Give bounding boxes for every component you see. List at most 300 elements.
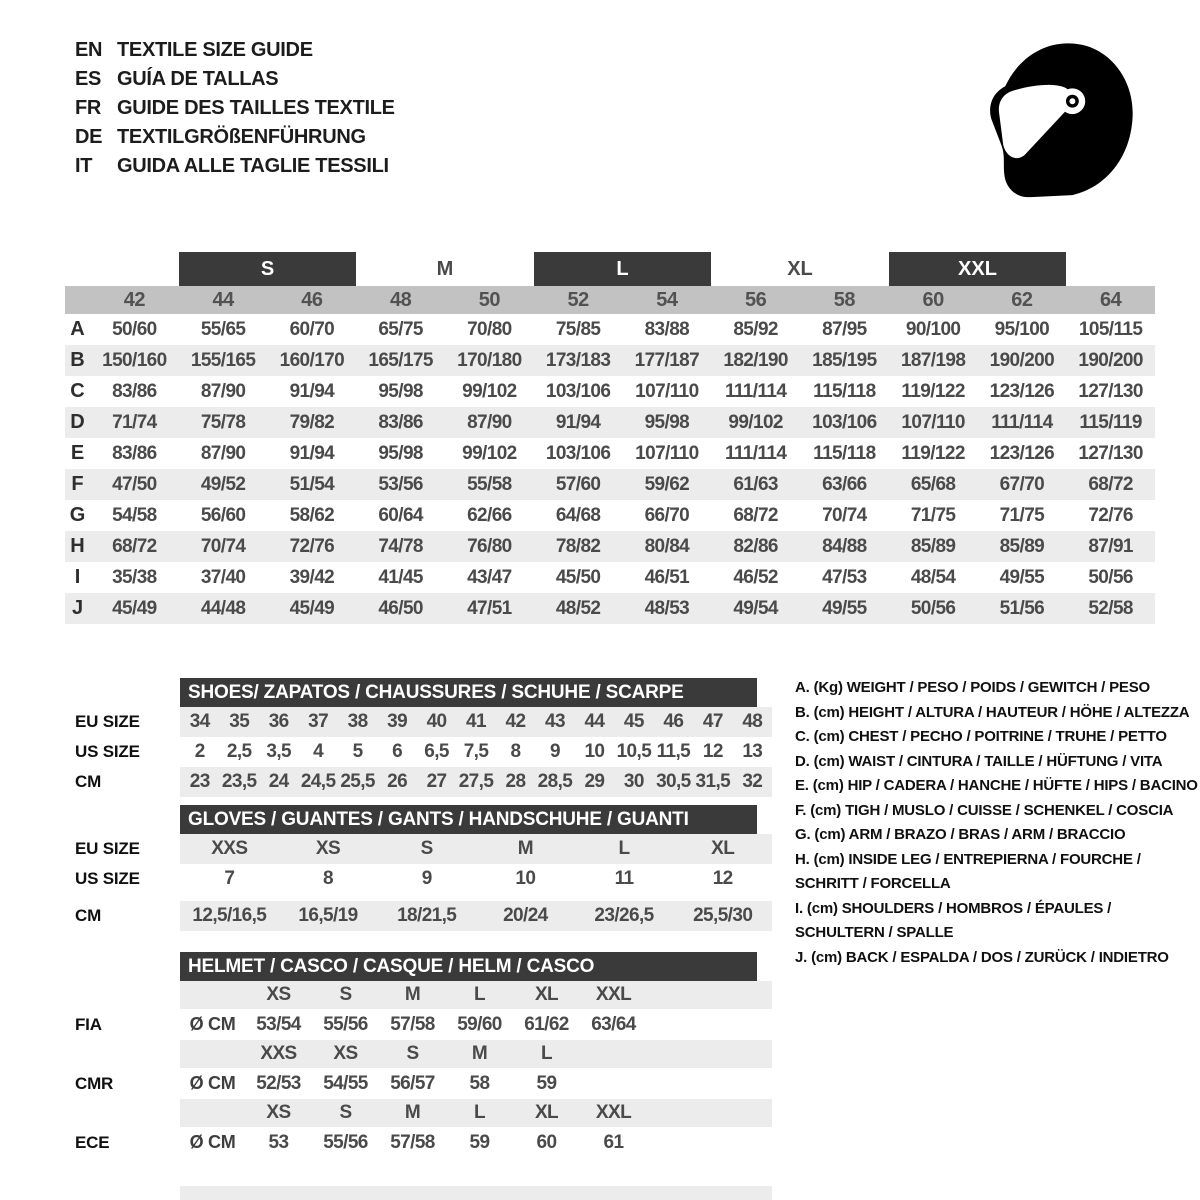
size-cell: 45/49	[289, 597, 335, 619]
size-cell: 64/68	[555, 504, 601, 526]
size-cell: 59/62	[644, 473, 690, 495]
size-cell: 24	[268, 771, 289, 792]
row-label: EU SIZE	[75, 839, 140, 858]
row-letter: D	[70, 411, 85, 433]
language-code: FR	[75, 97, 102, 119]
legend-item	[795, 799, 1195, 824]
size-cell: 185/195	[812, 349, 877, 371]
size-cell: 82/86	[733, 535, 778, 557]
size-cell: 44/48	[200, 597, 246, 619]
cell-strip	[180, 707, 772, 737]
cell-strip	[180, 1099, 772, 1127]
size-cell: 28	[505, 771, 526, 792]
language-title: GUIDA ALLE TAGLIE TESSILI	[117, 155, 389, 177]
size-cell: 56/60	[200, 504, 246, 526]
helmet-value-row	[0, 1009, 1200, 1040]
legend-line: G. (cm) ARM / BRAZO / BRAS / ARM / BRACCIO	[795, 826, 1126, 843]
size-cell: 16,5/19	[298, 905, 358, 926]
size-cell: 85/89	[910, 535, 956, 557]
size-cell: 182/190	[723, 349, 788, 371]
size-cell: L	[540, 1043, 552, 1064]
cell-strip	[180, 767, 772, 797]
size-cell: 49/55	[822, 597, 867, 619]
size-cell: 85/92	[733, 318, 778, 340]
numeric-size-cell: 62	[1011, 288, 1033, 311]
size-cell: 127/130	[1078, 380, 1143, 402]
size-cell: 59	[469, 1131, 490, 1153]
size-cell: 119/122	[901, 442, 965, 464]
size-row	[65, 345, 1155, 376]
textile-rows	[65, 314, 1155, 624]
size-cell: 11	[614, 868, 634, 889]
size-cell: 48/54	[910, 566, 956, 588]
size-row	[65, 500, 1155, 531]
row-letter: J	[71, 597, 84, 619]
numeric-size-cell: 54	[656, 288, 678, 311]
size-cell: 105/115	[1078, 318, 1143, 340]
size-cell: 45/49	[112, 597, 157, 619]
size-cell: 48/53	[644, 597, 690, 619]
size-cell: 18/21,5	[397, 905, 457, 926]
size-cell: 53/54	[256, 1013, 301, 1035]
size-cell: M	[404, 984, 421, 1005]
size-cell: XL	[534, 984, 559, 1005]
size-cell: 5	[352, 741, 363, 762]
unit-label: Ø CM	[189, 1073, 236, 1093]
size-cell: 65/68	[910, 473, 956, 495]
size-row	[65, 469, 1155, 500]
size-cell: 59/60	[457, 1013, 502, 1035]
cell-strip	[180, 1127, 772, 1158]
size-cell: 66/70	[644, 504, 690, 526]
size-group-label: XXL	[889, 252, 1067, 286]
size-cell: 25,5	[340, 771, 375, 792]
row-letter: E	[70, 442, 85, 464]
size-cell: 50/56	[1088, 566, 1133, 588]
helmet-size-row	[0, 1099, 1200, 1127]
legend-line: C. (cm) CHEST / PECHO / POITRINE / TRUHE / PETTO	[795, 728, 1167, 745]
size-cell: 47/50	[112, 473, 157, 495]
size-cell: 70/74	[200, 535, 246, 557]
size-cell: 12	[712, 868, 733, 889]
size-cell: 70/80	[467, 318, 512, 340]
row-letter: I	[74, 566, 81, 588]
size-cell: 40	[426, 711, 447, 732]
size-cell: 99/102	[462, 380, 517, 402]
size-cell: 190/200	[989, 349, 1055, 371]
size-cell: 47/53	[822, 566, 867, 588]
size-cell: 23/26,5	[594, 905, 654, 926]
size-cell: 95/100	[994, 318, 1050, 340]
size-cell: 36	[268, 711, 289, 732]
row-letter: H	[70, 535, 85, 557]
size-cell: 60/64	[378, 504, 423, 526]
language-title: GUÍA DE TALLAS	[117, 68, 279, 90]
size-cell: 2	[194, 741, 205, 762]
size-cell: 85/89	[999, 535, 1045, 557]
size-cell: 61	[603, 1131, 624, 1153]
size-cell: 58	[469, 1072, 490, 1094]
language-row	[75, 94, 395, 123]
row-letter: A	[70, 318, 85, 340]
size-cell: M	[517, 838, 533, 859]
legend-line: SCHRITT / FORCELLA	[795, 875, 951, 892]
numeric-size-cell: 58	[833, 288, 855, 311]
helmet-header-bar: HELMET / CASCO / CASQUE / HELM / CASCO	[180, 952, 757, 981]
size-cell: 2,5	[226, 741, 252, 762]
size-cell: 78/82	[555, 535, 601, 557]
size-cell: 49/54	[733, 597, 778, 619]
size-cell: 45/50	[555, 566, 601, 588]
size-cell: 103/106	[545, 442, 611, 464]
size-cell: XL	[534, 1102, 559, 1123]
numeric-size-cell: 56	[745, 288, 767, 311]
language-title: TEXTILGRÖßENFÜHRUNG	[117, 126, 366, 148]
size-cell: 60	[536, 1131, 557, 1153]
cell-strip	[180, 981, 772, 1009]
language-row	[75, 123, 395, 152]
size-row	[65, 593, 1155, 624]
numeric-size-cell: 64	[1100, 288, 1122, 311]
size-cell: S	[420, 838, 433, 859]
size-cell: 55/56	[323, 1131, 368, 1153]
size-cell: 37/40	[200, 566, 246, 588]
row-letter: B	[70, 349, 85, 371]
size-cell: 6,5	[424, 741, 449, 762]
legend-item	[795, 701, 1195, 726]
size-cell: 190/200	[1078, 349, 1143, 371]
size-cell: 95/98	[378, 380, 423, 402]
size-cell: 8	[323, 868, 333, 889]
size-cell: 111/114	[991, 411, 1053, 433]
size-cell: 43/47	[467, 566, 512, 588]
size-cell: 54/55	[323, 1072, 368, 1094]
row-letter: F	[71, 473, 84, 495]
size-cell: 83/86	[112, 380, 157, 402]
size-cell: XS	[266, 1102, 291, 1123]
size-cell: 50/60	[112, 318, 157, 340]
legend-item	[795, 725, 1195, 750]
legend-line: SCHULTERN / SPALLE	[795, 924, 954, 941]
size-cell: 91/94	[289, 380, 335, 402]
size-cell: 13	[742, 741, 763, 762]
gloves-header-bar: GLOVES / GUANTES / GANTS / HANDSCHUHE / GUANTI	[180, 805, 757, 834]
legend-line: B. (cm) HEIGHT / ALTURA / HAUTEUR / HÖHE / ALTEZZA	[795, 703, 1190, 721]
size-cell: 59	[536, 1072, 557, 1094]
size-cell: 53	[268, 1131, 289, 1153]
size-cell: S	[406, 1043, 419, 1064]
size-cell: 48/52	[555, 597, 601, 619]
row-label: US SIZE	[75, 742, 140, 761]
size-cell: 30	[623, 771, 644, 792]
size-cell: 71/75	[999, 504, 1045, 526]
size-cell: 62/66	[467, 504, 512, 526]
size-cell: 123/126	[989, 442, 1055, 464]
size-cell: 45	[623, 711, 644, 732]
size-cell: S	[339, 1102, 352, 1123]
size-cell: 7,5	[463, 741, 489, 762]
size-cell: 95/98	[644, 411, 690, 433]
size-cell: XL	[711, 838, 735, 859]
size-cell: 90/100	[905, 318, 961, 340]
size-cell: 46/51	[644, 566, 690, 588]
size-cell: 51/56	[999, 597, 1045, 619]
size-cell: 10,5	[616, 741, 652, 762]
legend-line: H. (cm) INSIDE LEG / ENTREPIERNA / FOURCHE /	[795, 850, 1141, 868]
size-group-label: M	[436, 257, 454, 280]
numeric-size-cell: 52	[567, 288, 589, 311]
size-cell: 71/74	[112, 411, 157, 433]
size-cell: 75/85	[555, 318, 601, 340]
size-cell: 10	[584, 741, 605, 762]
size-cell: 9	[421, 868, 432, 889]
row-label: FIA	[75, 1014, 102, 1034]
row-label: EU SIZE	[75, 712, 140, 731]
size-cell: 49/52	[200, 473, 246, 495]
size-cell: 60/70	[289, 318, 335, 340]
size-cell: 83/88	[644, 318, 690, 340]
size-cell: 63/64	[591, 1013, 636, 1035]
size-cell: 107/110	[635, 380, 699, 402]
cell-strip	[180, 834, 772, 864]
legend-item	[795, 676, 1195, 701]
language-title: GUIDE DES TAILLES TEXTILE	[117, 97, 395, 119]
size-group-header	[65, 252, 1155, 286]
size-cell: 12	[702, 741, 723, 762]
size-cell: 61/62	[524, 1013, 569, 1035]
numeric-size-cell: 44	[212, 288, 234, 311]
size-cell: 123/126	[989, 380, 1055, 402]
legend-item	[795, 946, 1195, 971]
size-cell: 68/72	[1088, 473, 1133, 495]
size-cell: 51/54	[289, 473, 335, 495]
size-cell: 42	[505, 711, 526, 732]
size-group-label: L	[534, 252, 712, 286]
size-cell: XXS	[260, 1043, 297, 1064]
size-row	[65, 438, 1155, 469]
legend-line: D. (cm) WAIST / CINTURA / TAILLE / HÜFTUNG / VITA	[795, 752, 1163, 770]
size-cell: 41	[466, 711, 486, 732]
size-cell: 31,5	[695, 771, 731, 792]
size-cell: 26	[387, 771, 408, 792]
size-cell: 111/114	[724, 442, 787, 464]
size-cell: 37	[308, 711, 329, 732]
size-row	[65, 407, 1155, 438]
size-cell: 71/75	[910, 504, 956, 526]
size-cell: 155/165	[190, 349, 256, 371]
size-cell: L	[618, 838, 630, 859]
size-row	[65, 562, 1155, 593]
size-cell: 57/58	[390, 1013, 435, 1035]
size-cell: 99/102	[728, 411, 783, 433]
helmet-rows	[0, 981, 1200, 1158]
size-row	[65, 314, 1155, 345]
size-cell: 46	[663, 711, 684, 732]
language-row	[75, 152, 395, 181]
size-cell: XXL	[595, 1102, 632, 1123]
size-cell: 50/56	[910, 597, 956, 619]
size-cell: 173/183	[545, 349, 611, 371]
numeric-size-cell: 60	[922, 288, 944, 311]
size-cell: 48	[742, 711, 763, 732]
row-label: CMR	[75, 1073, 114, 1093]
size-cell: 29	[584, 771, 605, 792]
size-cell: 107/110	[901, 411, 965, 433]
size-cell: 72/76	[1088, 504, 1133, 526]
size-cell: 56/57	[390, 1072, 435, 1094]
size-cell: 28,5	[537, 771, 573, 792]
size-cell: 150/160	[102, 349, 167, 371]
size-cell: 68/72	[112, 535, 157, 557]
size-cell: 84/88	[822, 535, 867, 557]
cell-strip	[180, 737, 772, 767]
cell-strip	[180, 1040, 772, 1068]
cell-strip	[180, 1009, 772, 1040]
numeric-size-cell	[65, 286, 90, 314]
size-cell: 27,5	[458, 771, 494, 792]
size-cell: M	[471, 1043, 488, 1064]
size-cell: 67/70	[999, 473, 1045, 495]
size-cell: 55/56	[323, 1013, 368, 1035]
size-cell: 25,5/30	[693, 905, 753, 926]
size-cell: 91/94	[289, 442, 335, 464]
helmet-value-row	[0, 1127, 1200, 1158]
size-cell: 119/122	[901, 380, 965, 402]
size-cell: 75/78	[200, 411, 246, 433]
size-cell: 160/170	[279, 349, 345, 371]
size-cell: 3,5	[266, 741, 291, 762]
size-cell: 115/118	[813, 442, 876, 464]
size-cell: 35/38	[112, 566, 157, 588]
language-code: DE	[75, 126, 103, 148]
size-cell: 55/65	[200, 318, 246, 340]
size-cell: 76/80	[467, 535, 512, 557]
size-cell: 170/180	[457, 349, 522, 371]
helmet-size-row	[0, 981, 1200, 1009]
size-cell: 91/94	[555, 411, 601, 433]
size-cell: 61/63	[733, 473, 778, 495]
helmet-icon	[983, 36, 1141, 204]
size-cell: 9	[549, 741, 560, 762]
measurement-legend	[795, 676, 1198, 970]
legend-item	[795, 848, 1195, 897]
size-cell: 20/24	[503, 905, 548, 926]
numeric-size-band	[65, 286, 1155, 314]
size-cell: 43	[544, 711, 565, 732]
size-cell: 107/110	[635, 442, 699, 464]
size-cell: 57/58	[390, 1131, 435, 1153]
size-cell: 74/78	[378, 535, 423, 557]
legend-item	[795, 750, 1195, 775]
size-cell: 30,5	[656, 771, 691, 792]
language-row	[75, 36, 395, 65]
size-cell: 10	[515, 868, 536, 889]
numeric-size-cell: 46	[301, 288, 323, 311]
numeric-size-cell: 48	[390, 288, 412, 311]
legend-item	[795, 897, 1195, 946]
size-cell: 87/90	[200, 380, 246, 402]
size-cell: 7	[224, 868, 235, 889]
size-cell: XXS	[211, 838, 248, 859]
size-cell: 8	[510, 741, 521, 762]
size-cell: 55/58	[467, 473, 512, 495]
size-cell: 54/58	[112, 504, 157, 526]
size-cell: M	[404, 1102, 421, 1123]
size-cell: 52/53	[256, 1072, 301, 1094]
legend-item	[795, 774, 1198, 799]
size-cell: 72/76	[289, 535, 335, 557]
size-cell: 47/51	[467, 597, 512, 619]
helmet-size-row	[0, 1040, 1200, 1068]
size-cell: 79/82	[289, 411, 335, 433]
size-cell: 34	[189, 711, 210, 732]
size-cell: 46/52	[733, 566, 778, 588]
size-cell: XS	[266, 984, 291, 1005]
size-cell: 68/72	[733, 504, 778, 526]
language-title: TEXTILE SIZE GUIDE	[117, 39, 313, 61]
size-cell: 24,5	[300, 771, 336, 792]
unit-spacer	[180, 1040, 245, 1068]
numeric-size-cell: 42	[123, 288, 145, 311]
legend-item	[795, 823, 1195, 848]
unit-spacer	[180, 1099, 245, 1127]
size-cell: 39	[387, 711, 408, 732]
legend-line: I. (cm) SHOULDERS / HOMBROS / ÉPAULES /	[795, 899, 1112, 917]
row-label: US SIZE	[75, 869, 140, 888]
size-cell: 11,5	[656, 741, 691, 762]
unit-label: Ø CM	[189, 1132, 236, 1152]
size-cell: 65/75	[378, 318, 423, 340]
row-letter: G	[69, 504, 86, 526]
size-cell: XS	[333, 1043, 358, 1064]
size-cell: 103/106	[545, 380, 611, 402]
size-cell: L	[473, 1102, 485, 1123]
size-cell: 103/106	[812, 411, 877, 433]
size-group-label: XL	[787, 257, 813, 280]
legend-line: F. (cm) TIGH / MUSLO / CUISSE / SCHENKEL / COSCIA	[795, 801, 1174, 819]
size-cell: 6	[392, 741, 403, 762]
row-label: ECE	[75, 1132, 110, 1152]
size-cell: 87/95	[822, 318, 867, 340]
size-cell: 95/98	[378, 442, 423, 464]
size-row	[65, 376, 1155, 407]
cell-strip	[180, 1068, 772, 1099]
size-cell: 4	[313, 741, 324, 762]
size-cell: 165/175	[368, 349, 433, 371]
size-cell: 39/42	[289, 566, 335, 588]
size-cell: 87/90	[200, 442, 246, 464]
size-cell: 177/187	[634, 349, 700, 371]
numeric-size-cell: 50	[478, 288, 500, 311]
size-cell: 46/50	[378, 597, 423, 619]
size-cell: 99/102	[462, 442, 517, 464]
shoes-header-bar: SHOES/ ZAPATOS / CHAUSSURES / SCHUHE / SCARPE	[180, 678, 757, 707]
size-cell: 23,5	[221, 771, 257, 792]
size-cell: 41/45	[378, 566, 423, 588]
unit-spacer	[180, 981, 245, 1009]
size-cell: 12,5/16,5	[192, 905, 267, 926]
size-cell: 38	[347, 711, 368, 732]
size-cell: 187/198	[900, 349, 966, 371]
row-label: CM	[75, 772, 102, 791]
size-cell: XS	[315, 838, 341, 859]
size-cell: 111/114	[724, 380, 787, 402]
size-cell: 23	[189, 771, 210, 792]
cell-strip	[180, 901, 772, 931]
language-row	[75, 65, 395, 94]
size-cell: 49/55	[999, 566, 1045, 588]
language-code: IT	[75, 155, 93, 177]
